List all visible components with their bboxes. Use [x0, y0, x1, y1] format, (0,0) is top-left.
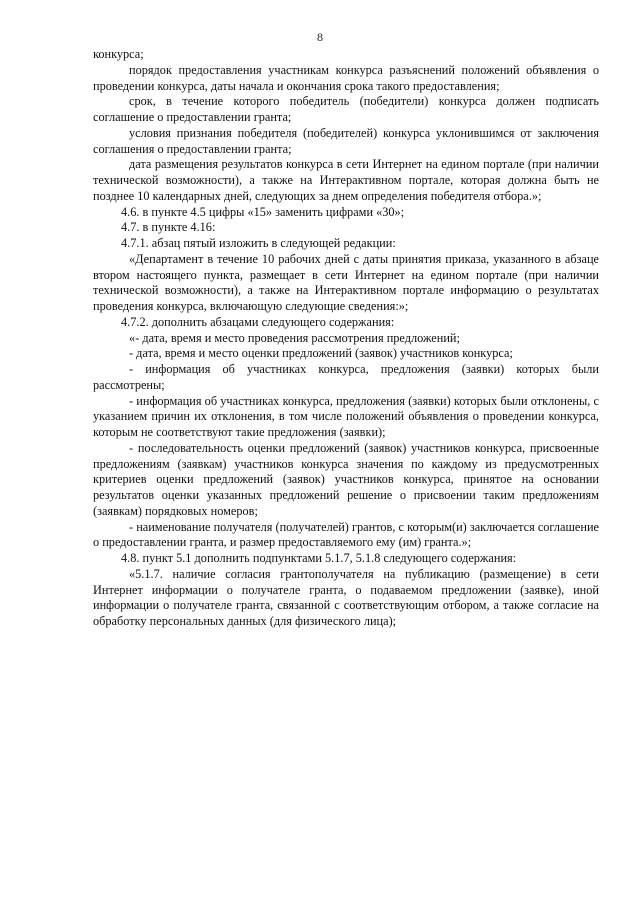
paragraph-item-4-7: 4.7. в пункте 4.16: [121, 220, 216, 235]
paragraph-evasion-conditions: условия признания победителя (победителей) конкурса уклонившимся от заключения соглашения о предоставлении гранта; [93, 125, 599, 156]
paragraph-signing-deadline: срок, в течение которого победитель (победители) конкурса должен подписать соглашение о предоставлении гранта; [93, 94, 599, 124]
paragraph-item-4-7-1: 4.7.1. абзац пятый изложить в следующей редакции: [121, 236, 396, 250]
list-item-grant-recipients: - наименование получателя (получателей) грантов, с которым(и) заключается соглашение о предоставлении гранта, и размер предоставляемого ему (им) гранта.»; [93, 519, 599, 550]
paragraph-clarification-procedure: порядок предоставления участникам конкурса разъяснений положений объявления о проведении конкурса, даты начала и окончания срока такого предоставления; [93, 62, 599, 93]
list-item-review-date: «- дата, время и место проведения рассмотрения предложений; [129, 330, 460, 345]
document-body [93, 47, 599, 630]
page-number: 8 [317, 30, 323, 44]
paragraph-continuation: конкурса; [93, 47, 144, 61]
paragraph-item-4-7-2: 4.7.2. дополнить абзацами следующего содержания: [121, 314, 395, 329]
paragraph-item-4-6: 4.6. в пункте 4.5 цифры «15» заменить цифрами «30»; [121, 204, 405, 219]
paragraph-department-quote: «Департамент в течение 10 рабочих дней с даты принятия приказа, указанного в абзаце втором настоящего пункта, размещает в сети Интернет на едином портале (при наличии технической возможности), а также на Интерактивном портале информацию о результатах проведения конкурса, включающую следующие сведения:»; [93, 251, 599, 313]
list-item-reviewed-participants: - информация об участниках конкурса, предложения (заявки) которых были рассмотрены; [93, 362, 599, 392]
paragraph-item-4-8: 4.8. пункт 5.1 дополнить подпунктами 5.1.7, 5.1.8 следующего содержания: [121, 551, 517, 565]
list-item-evaluation-sequence: - последовательность оценки предложений (заявок) участников конкурса, присвоенные предложениям (заявкам) участников конкурса значения по каждому из предусмотренных критериев оценки предложений (заявок) участников конкурса, принятое на основании результатов оценки указанных предложений решение о присвоении таким предложениям (заявкам) порядковых номеров; [93, 440, 599, 518]
paragraph-item-5-1-7: «5.1.7. наличие согласия грантополучателя на публикацию (размещение) в сети Интернет информации о получателе гранта, о подаваемом предложении (заявке), иной информации о получателе гранта, связанной с соответствующим отбором, а также согласие на обработку персональных данных (для физического лица); [93, 566, 599, 628]
list-item-evaluation-date: - дата, время и место оценки предложений (заявок) участников конкурса; [129, 346, 513, 361]
list-item-rejected-participants: - информация об участниках конкурса, предложения (заявки) которых были отклонены, с указанием причин их отклонения, в том числе положений объявления о проведении конкурса, которым не соответствуют такие предложения (заявки); [93, 393, 599, 439]
paragraph-results-publication-date: дата размещения результатов конкурса в сети Интернет на едином портале (при наличии технической возможности), а также на Интерактивном портале, которая должна быть не позднее 10 календарных дней, следующих за днем определения победителя отбора.»; [93, 157, 599, 203]
